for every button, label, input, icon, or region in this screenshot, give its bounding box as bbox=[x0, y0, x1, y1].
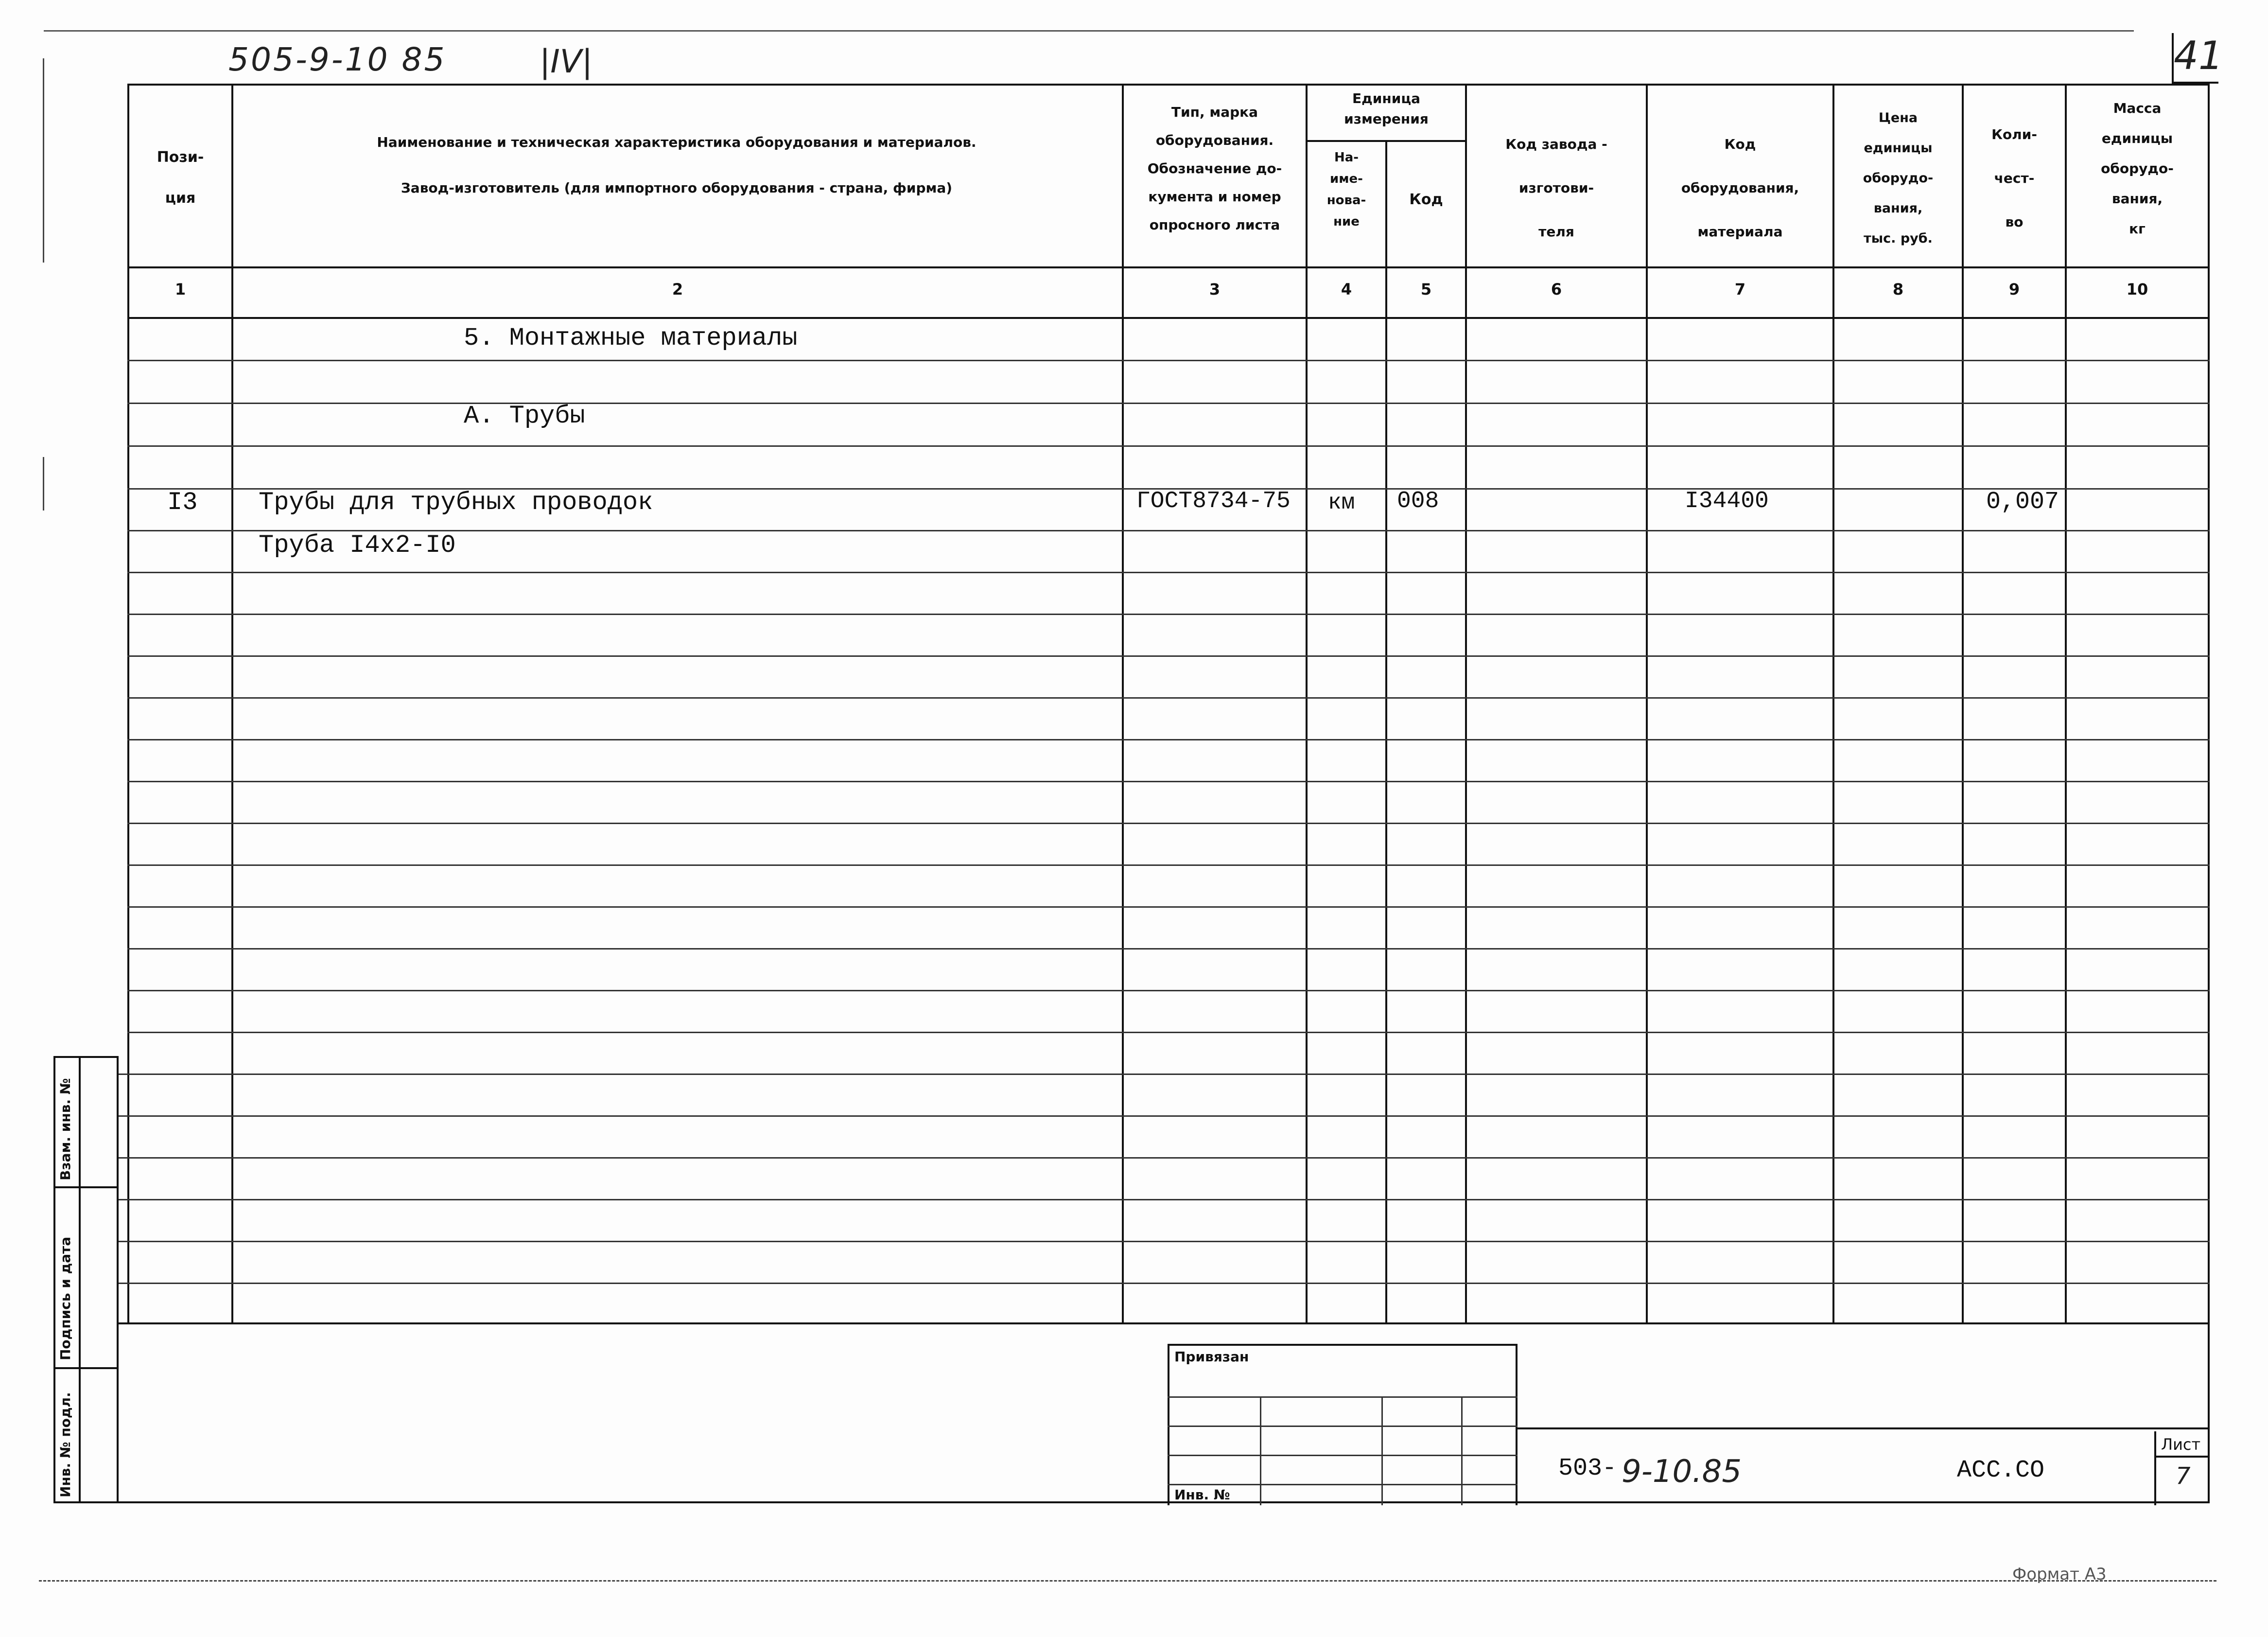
format-label: Формат А3 bbox=[2012, 1565, 2107, 1584]
item-equipment-code: I34400 bbox=[1685, 488, 1769, 514]
column-number: 1 bbox=[174, 280, 186, 299]
column-number: 7 bbox=[1734, 280, 1746, 299]
column-number: 10 bbox=[2126, 280, 2148, 299]
handwritten-top-mark: |IV| bbox=[540, 43, 593, 80]
section-title: 5. Монтажные материалы bbox=[464, 324, 798, 352]
item-name-line2: Труба I4х2-I0 bbox=[259, 531, 456, 560]
column-number: 6 bbox=[1551, 280, 1562, 299]
item-quantity: 0,007 bbox=[1986, 488, 2059, 516]
left-margin-mark bbox=[43, 58, 44, 263]
title-block-top-line bbox=[1518, 1427, 2210, 1429]
sheet-corner-number: 41 bbox=[2174, 33, 2223, 78]
header-position: Пози- ция bbox=[157, 149, 204, 207]
doc-code-printed: 503- bbox=[1558, 1455, 1617, 1482]
header-name-line2: Завод-изготовитель (для импортного оборудования - страна, фирма) bbox=[401, 180, 953, 196]
column-number: 4 bbox=[1341, 280, 1352, 299]
left-margin-mark bbox=[43, 457, 44, 510]
item-type-doc: ГОСТ8734-75 bbox=[1136, 488, 1291, 514]
privyazan-block bbox=[1168, 1344, 1518, 1505]
sheet-label: Лист bbox=[2161, 1435, 2201, 1454]
inv-number-label: Инв. № bbox=[1174, 1487, 1230, 1503]
column-number: 8 bbox=[1892, 280, 1904, 299]
column-number: 9 bbox=[2008, 280, 2020, 299]
top-border-line bbox=[44, 30, 2134, 32]
doc-code-handwritten: 9-10.85 bbox=[1622, 1454, 1742, 1490]
header-unit-name: На- име- нова- ние bbox=[1326, 150, 1366, 229]
header-name-line1: Наименование и техническая характеристика оборудования и материалов. bbox=[377, 134, 977, 150]
header-quantity: Коли- чест- во bbox=[1991, 126, 2037, 230]
subsection-title: А. Трубы bbox=[464, 402, 585, 430]
side-stamp-signature-date: Подпись и дата bbox=[57, 1236, 73, 1360]
column-number: 3 bbox=[1209, 280, 1221, 299]
handwritten-top-code: 505-9-10 85 bbox=[228, 41, 447, 78]
item-position: I3 bbox=[167, 488, 198, 517]
sheet-box bbox=[2154, 1431, 2210, 1505]
header-manufacturer-code: Код завода - изготови- теля bbox=[1505, 136, 1607, 240]
side-stamp-replacement-inv: Взам. инв. № bbox=[57, 1078, 73, 1180]
header-mass: Масса единицы оборудо- вания, кг bbox=[2101, 100, 2174, 237]
sheet-value: 7 bbox=[2176, 1462, 2191, 1490]
header-type-doc: Тип, марка оборудования. Обозначение до- кумента и номер опросного листа bbox=[1147, 104, 1282, 233]
doc-mark: АСС.СО bbox=[1957, 1457, 2045, 1484]
column-number: 2 bbox=[672, 280, 683, 299]
header-equipment-code: Код оборудования, материала bbox=[1681, 136, 1799, 240]
item-unit-code: 008 bbox=[1397, 488, 1439, 514]
item-name: Трубы для трубных проводок bbox=[259, 488, 653, 517]
column-number: 5 bbox=[1420, 280, 1432, 299]
header-unit-code: Код bbox=[1409, 191, 1443, 208]
side-stamp bbox=[53, 1056, 117, 1503]
bottom-border-line bbox=[39, 1580, 2216, 1582]
header-unit-group: Единица измерения bbox=[1344, 90, 1429, 127]
header-price: Цена единицы оборудо- вания, тыс. руб. bbox=[1863, 110, 1934, 246]
side-stamp-original-inv: Инв. № подл. bbox=[57, 1392, 73, 1497]
privyazan-label: Привязан bbox=[1174, 1349, 1249, 1365]
spec-table bbox=[127, 84, 2210, 1503]
item-unit-name: км bbox=[1328, 490, 1355, 515]
